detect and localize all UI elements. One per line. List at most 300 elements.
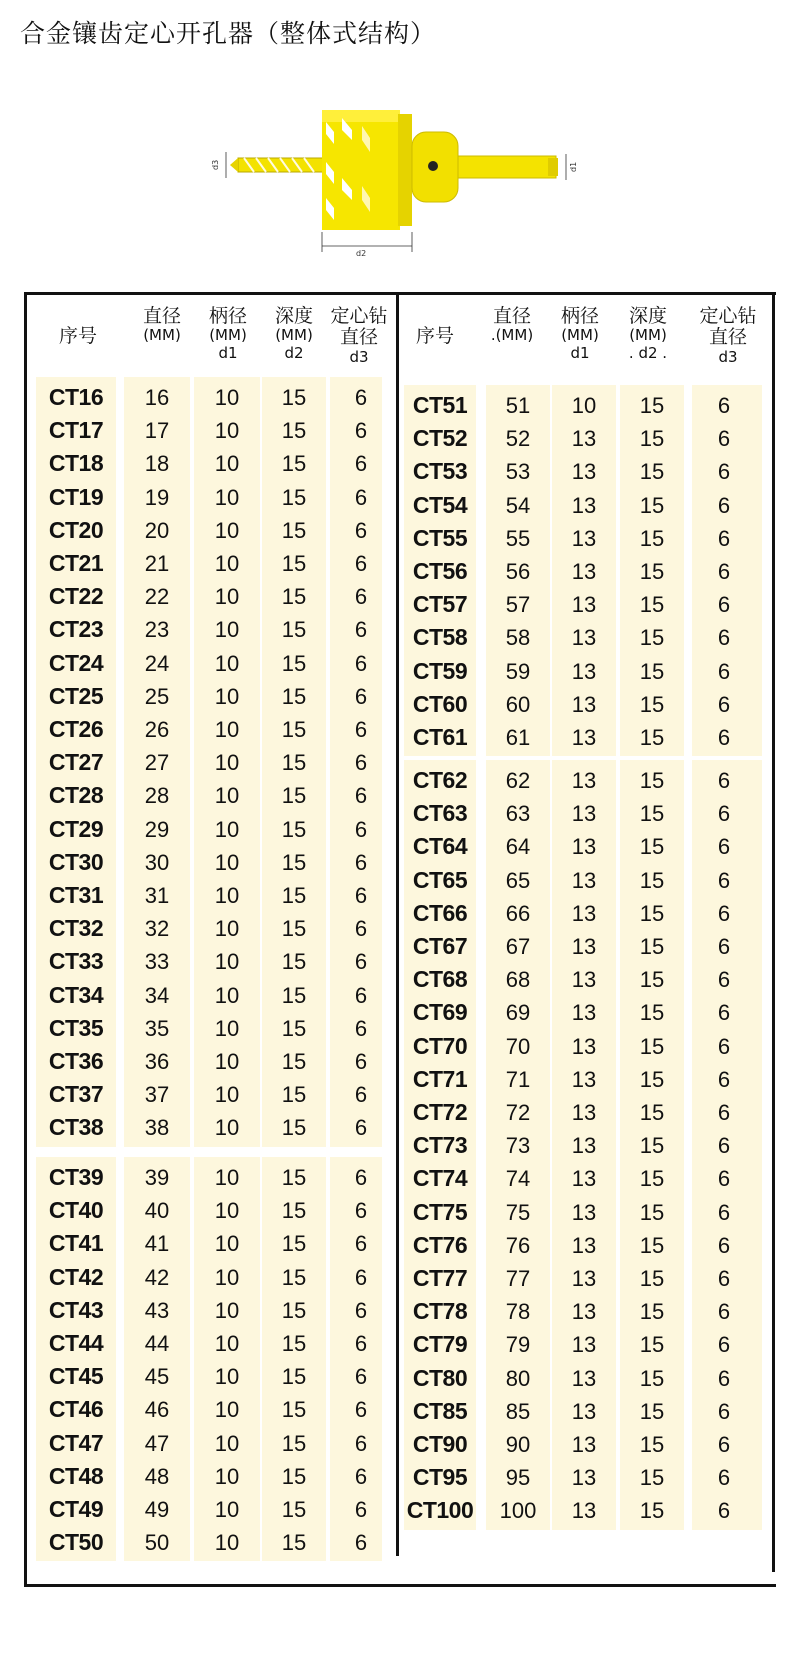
left-cell-value: 15: [281, 1530, 307, 1556]
right-cell-value: 15: [639, 1100, 665, 1125]
right-cell-value: 13: [571, 1498, 597, 1524]
left-cell-value: 10: [214, 650, 240, 676]
left-cell-code: CT37: [48, 1081, 104, 1108]
left-cell-value: 6: [354, 1082, 368, 1108]
right-cell-value: 13: [571, 1365, 597, 1391]
left-cell-code: CT33: [48, 948, 104, 975]
left-cell-value: 6: [354, 1198, 368, 1224]
right-cell-value: 6: [717, 1398, 731, 1424]
left-cell-value: 10: [214, 1331, 240, 1356]
right-cell-value: 56: [505, 559, 531, 584]
right-cell-value: 6: [717, 967, 731, 993]
right-cell-code: CT57: [412, 591, 468, 618]
left-cell-value: 10: [214, 385, 240, 410]
left-cell-value: 6: [354, 982, 368, 1008]
right-cell-code: CT56: [412, 558, 468, 584]
left-cell-value: 6: [354, 1165, 368, 1190]
left-header-diameter-label: 直径: [142, 305, 181, 327]
right-cell-value: 15: [639, 559, 665, 584]
left-cell-value: 37: [144, 1082, 170, 1108]
right-cell-value: 60: [505, 691, 531, 717]
right-cell-value: 62: [505, 768, 531, 793]
left-cell-value: 20: [144, 517, 170, 543]
left-cell-code: CT21: [48, 550, 104, 576]
left-cell-code: CT31: [48, 882, 104, 908]
left-cell-value: 32: [144, 916, 170, 942]
right-cell-value: 15: [639, 691, 665, 717]
right-cell-value: 15: [639, 900, 665, 926]
left-cell-value: 10: [214, 1264, 240, 1290]
right-cell-code: CT69: [412, 999, 468, 1026]
left-cell-value: 35: [144, 1015, 170, 1041]
left-cell-code: CT40: [48, 1197, 104, 1224]
right-cell-value: 6: [717, 1000, 731, 1026]
left-cell-value: 6: [354, 816, 368, 842]
right-cell-value: 72: [505, 1100, 531, 1125]
right-cell-value: 74: [505, 1166, 531, 1192]
right-header-center: [690, 306, 766, 366]
left-cell-value: 10: [214, 783, 240, 809]
left-header-shank: [196, 306, 260, 362]
right-cell-value: 15: [639, 1266, 665, 1291]
left-cell-value: 15: [281, 1198, 307, 1224]
right-cell-value: 63: [505, 801, 531, 827]
left-cell-code: CT18: [48, 450, 104, 477]
left-cell-value: 10: [214, 1198, 240, 1224]
right-cell-value: 6: [717, 1066, 731, 1092]
right-cell-value: 51: [505, 393, 531, 418]
right-cell-value: 13: [571, 658, 597, 684]
right-cell-value: 15: [639, 1465, 665, 1491]
right-cell-value: 15: [639, 834, 665, 860]
left-cell-value: 6: [354, 650, 368, 676]
left-cell-value: 6: [354, 1264, 368, 1290]
right-cell-value: 6: [717, 658, 731, 684]
left-cell-code: CT47: [48, 1429, 104, 1456]
left-cell-code: CT42: [48, 1263, 104, 1290]
right-cell-value: 15: [639, 1000, 665, 1026]
left-cell-value: 15: [281, 1297, 307, 1323]
left-cell-value: 15: [281, 650, 307, 676]
right-cell-value: 15: [639, 426, 665, 452]
left-cell-value: 50: [144, 1530, 170, 1556]
right-cell-value: 10: [571, 393, 597, 418]
page-title: 合金镶齿定心开孔器（整体式结构）: [20, 19, 437, 48]
left-cell-value: 15: [281, 418, 307, 444]
right-cell-value: 6: [717, 1133, 731, 1159]
left-cell-value: 15: [281, 584, 307, 610]
right-cell-value: 90: [505, 1432, 531, 1457]
left-cell-value: 15: [281, 1264, 307, 1290]
right-header-center-symbol: d3: [718, 348, 738, 366]
right-cell-code: CT54: [412, 491, 468, 518]
right-cell-value: 6: [717, 867, 731, 893]
right-cell-value: 13: [571, 559, 597, 584]
left-cell-value: 10: [214, 949, 240, 975]
right-cell-value: 54: [505, 492, 531, 518]
right-cell-value: 58: [505, 625, 531, 651]
left-cell-value: 10: [214, 717, 240, 742]
left-cell-value: 6: [354, 584, 368, 610]
right-cell-value: 13: [571, 1232, 597, 1258]
right-cell-value: 13: [571, 1332, 597, 1358]
right-cell-value: 6: [717, 525, 731, 551]
right-cell-value: 6: [717, 1299, 731, 1325]
right-cell-value: 65: [505, 867, 531, 893]
right-cell-code: CT65: [412, 866, 468, 893]
right-cell-value: 15: [639, 658, 665, 684]
right-cell-code: CT76: [412, 1231, 468, 1258]
right-cell-value: 52: [505, 426, 531, 452]
right-cell-value: 15: [639, 1166, 665, 1192]
right-cell-value: 15: [639, 1232, 665, 1258]
left-cell-value: 6: [354, 1231, 368, 1257]
right-cell-value: 13: [571, 625, 597, 651]
left-cell-value: 10: [214, 1364, 240, 1390]
left-cell-value: 49: [144, 1497, 170, 1522]
right-cell-value: 6: [717, 900, 731, 926]
left-cell-value: 19: [144, 484, 170, 510]
right-cell-code: CT95: [412, 1464, 468, 1491]
left-cell-value: 38: [144, 1115, 170, 1141]
right-cell-value: 66: [505, 900, 531, 926]
left-cell-value: 15: [281, 750, 307, 776]
left-cell-value: 6: [354, 1463, 368, 1489]
right-cell-value: 6: [717, 1266, 731, 1291]
left-cell-code: CT45: [48, 1363, 104, 1390]
right-cell-value: 6: [717, 492, 731, 518]
right-cell-value: 59: [505, 658, 531, 684]
left-cell-value: 16: [144, 385, 170, 410]
left-cell-value: 6: [354, 1497, 368, 1522]
right-cell-code: CT72: [412, 1099, 468, 1125]
left-cell-value: 44: [144, 1331, 170, 1356]
left-cell-value: 15: [281, 717, 307, 742]
left-cell-value: 48: [144, 1463, 170, 1489]
right-cell-code: CT75: [412, 1198, 468, 1225]
right-cell-code: CT73: [412, 1132, 468, 1159]
right-cell-code: CT64: [412, 833, 468, 860]
left-cell-value: 10: [214, 1463, 240, 1489]
left-cell-code: CT23: [48, 616, 104, 643]
left-cell-value: 15: [281, 1497, 307, 1522]
right-cell-code: CT51: [412, 392, 468, 418]
left-cell-value: 10: [214, 1015, 240, 1041]
left-header-diameter-unit: (MM): [143, 326, 181, 344]
right-cell-value: 15: [639, 492, 665, 518]
left-cell-value: 15: [281, 1115, 307, 1141]
left-cell-value: 22: [144, 584, 170, 610]
left-cell-value: 6: [354, 484, 368, 510]
left-cell-value: 10: [214, 1049, 240, 1074]
right-cell-value: 78: [505, 1299, 531, 1325]
left-cell-value: 25: [144, 683, 170, 709]
right-cell-value: 6: [717, 1199, 731, 1225]
left-cell-code: CT35: [48, 1014, 104, 1041]
left-cell-code: CT26: [48, 716, 104, 742]
right-header-depth: [614, 306, 682, 362]
left-cell-value: 6: [354, 1331, 368, 1356]
right-cell-value: 6: [717, 725, 731, 750]
left-cell-value: 10: [214, 451, 240, 477]
table-center-divider: [396, 292, 399, 1556]
right-cell-value: 13: [571, 725, 597, 750]
left-cell-value: 6: [354, 750, 368, 776]
left-cell-value: 40: [144, 1198, 170, 1224]
right-cell-value: 13: [571, 1199, 597, 1225]
left-cell-value: 15: [281, 385, 307, 410]
right-header-shank: [546, 306, 614, 362]
left-cell-value: 6: [354, 949, 368, 975]
right-header-depth-unit: (MM): [629, 326, 667, 344]
left-cell-value: 10: [214, 683, 240, 709]
left-cell-value: 10: [214, 1115, 240, 1141]
left-cell-value: 6: [354, 1049, 368, 1074]
right-cell-value: 6: [717, 1498, 731, 1524]
left-cell-value: 36: [144, 1049, 170, 1074]
left-header-shank-symbol: d1: [218, 344, 238, 362]
left-cell-value: 10: [214, 418, 240, 444]
left-cell-value: 15: [281, 783, 307, 809]
left-cell-code: CT50: [48, 1529, 104, 1556]
left-cell-value: 15: [281, 949, 307, 975]
right-cell-code: CT59: [412, 657, 468, 684]
right-cell-value: 61: [505, 725, 531, 750]
right-header-diameter-label: 直径: [492, 305, 531, 327]
right-cell-value: 6: [717, 625, 731, 651]
right-cell-value: 79: [505, 1332, 531, 1358]
left-cell-code: CT39: [48, 1164, 104, 1190]
left-cell-value: 34: [144, 982, 170, 1008]
left-cell-value: 31: [144, 883, 170, 908]
left-cell-code: CT43: [48, 1296, 104, 1323]
left-header-center-symbol: d3: [349, 348, 369, 366]
left-cell-value: 6: [354, 1430, 368, 1456]
right-cell-value: 6: [717, 459, 731, 485]
left-header-diameter: [130, 306, 194, 344]
left-cell-value: 15: [281, 1165, 307, 1190]
left-cell-value: 10: [214, 750, 240, 776]
left-cell-value: 18: [144, 451, 170, 477]
left-cell-value: 15: [281, 816, 307, 842]
left-cell-value: 10: [214, 883, 240, 908]
left-cell-value: 6: [354, 385, 368, 410]
right-cell-code: CT71: [412, 1065, 468, 1092]
left-cell-value: 15: [281, 1364, 307, 1390]
left-cell-code: CT32: [48, 915, 104, 942]
left-cell-code: CT24: [48, 649, 104, 676]
left-header-center-label2: 直径: [339, 326, 378, 348]
right-header-code: 序号: [415, 325, 454, 347]
left-cell-value: 15: [281, 451, 307, 477]
right-cell-value: 6: [717, 1365, 731, 1391]
left-header-depth-label: 深度: [274, 305, 313, 327]
left-header-code: 序号: [58, 325, 97, 347]
right-cell-value: 13: [571, 1000, 597, 1026]
right-cell-value: 13: [571, 834, 597, 860]
left-header-shank-unit: (MM): [209, 326, 247, 344]
left-cell-value: 15: [281, 551, 307, 576]
left-cell-value: 10: [214, 1497, 240, 1522]
right-cell-code: CT61: [412, 724, 468, 750]
left-cell-value: 10: [214, 982, 240, 1008]
right-cell-value: 15: [639, 1299, 665, 1325]
left-cell-value: 10: [214, 1165, 240, 1190]
right-cell-value: 13: [571, 525, 597, 551]
left-cell-code: CT19: [48, 483, 104, 510]
right-cell-value: 6: [717, 834, 731, 860]
left-cell-code: CT29: [48, 815, 104, 842]
left-cell-code: CT34: [48, 981, 104, 1008]
right-cell-value: 13: [571, 867, 597, 893]
left-cell-value: 15: [281, 517, 307, 543]
table-bottom-border: [24, 1584, 776, 1587]
right-cell-value: 13: [571, 1465, 597, 1491]
left-cell-value: 15: [281, 1397, 307, 1423]
right-cell-value: 75: [505, 1199, 531, 1225]
right-cell-value: 15: [639, 1432, 665, 1457]
svg-text:d3: d3: [211, 159, 220, 170]
right-cell-code: CT85: [412, 1397, 468, 1424]
left-cell-value: 15: [281, 1430, 307, 1456]
right-cell-value: 95: [505, 1465, 531, 1491]
left-cell-value: 28: [144, 783, 170, 809]
left-cell-code: CT36: [48, 1048, 104, 1074]
left-cell-value: 27: [144, 750, 170, 776]
right-cell-value: 80: [505, 1365, 531, 1391]
right-cell-code: CT67: [412, 933, 468, 959]
right-cell-code: CT90: [412, 1431, 468, 1457]
right-cell-value: 6: [717, 1033, 731, 1059]
table-left-border: [24, 292, 27, 1587]
right-cell-value: 13: [571, 1299, 597, 1325]
left-cell-value: 10: [214, 484, 240, 510]
right-cell-value: 6: [717, 1166, 731, 1192]
left-header-shank-label: 柄径: [208, 305, 247, 327]
right-cell-value: 13: [571, 1100, 597, 1125]
right-cell-value: 15: [639, 1332, 665, 1358]
right-cell-value: 6: [717, 1100, 731, 1125]
left-header-depth-unit: (MM): [275, 326, 313, 344]
left-cell-code: CT28: [48, 782, 104, 809]
left-cell-value: 6: [354, 617, 368, 643]
right-cell-value: 13: [571, 967, 597, 993]
right-cell-value: 6: [717, 1465, 731, 1491]
right-cell-value: 15: [639, 967, 665, 993]
left-cell-value: 24: [144, 650, 170, 676]
left-cell-value: 6: [354, 916, 368, 942]
left-cell-value: 45: [144, 1364, 170, 1390]
left-cell-value: 6: [354, 418, 368, 444]
right-cell-value: 13: [571, 1398, 597, 1424]
right-cell-value: 15: [639, 1199, 665, 1225]
left-cell-value: 6: [354, 1015, 368, 1041]
left-cell-value: 15: [281, 1463, 307, 1489]
right-header-shank-symbol: d1: [570, 344, 590, 362]
right-cell-value: 13: [571, 801, 597, 827]
right-cell-value: 53: [505, 459, 531, 485]
left-cell-value: 10: [214, 617, 240, 643]
right-cell-value: 13: [571, 459, 597, 485]
left-cell-value: 15: [281, 982, 307, 1008]
right-cell-value: 6: [717, 1232, 731, 1258]
left-cell-value: 6: [354, 783, 368, 809]
right-cell-value: 13: [571, 1033, 597, 1059]
right-cell-code: CT63: [412, 800, 468, 827]
right-cell-code: CT78: [412, 1298, 468, 1325]
left-cell-value: 15: [281, 683, 307, 709]
right-cell-value: 69: [505, 1000, 531, 1026]
right-cell-code: CT62: [412, 767, 468, 793]
left-cell-value: 6: [354, 717, 368, 742]
right-cell-value: 13: [571, 1166, 597, 1192]
left-cell-value: 15: [281, 484, 307, 510]
left-cell-value: 15: [281, 617, 307, 643]
left-cell-value: 10: [214, 916, 240, 942]
right-cell-value: 13: [571, 1133, 597, 1159]
right-cell-value: 15: [639, 625, 665, 651]
right-header-shank-label: 柄径: [560, 305, 599, 327]
left-cell-code: CT46: [48, 1396, 104, 1423]
left-cell-value: 15: [281, 1082, 307, 1108]
left-cell-value: 6: [354, 1364, 368, 1390]
left-cell-value: 39: [144, 1165, 170, 1190]
right-cell-code: CT52: [412, 425, 468, 452]
left-cell-code: CT20: [48, 516, 104, 543]
right-cell-code: CT80: [412, 1364, 468, 1391]
right-cell-value: 77: [505, 1266, 531, 1291]
left-cell-value: 10: [214, 849, 240, 875]
right-cell-value: 6: [717, 426, 731, 452]
right-cell-code: CT66: [412, 899, 468, 926]
left-cell-code: CT44: [48, 1330, 104, 1356]
left-cell-value: 6: [354, 683, 368, 709]
left-cell-value: 10: [214, 584, 240, 610]
left-cell-value: 15: [281, 1231, 307, 1257]
right-cell-value: 85: [505, 1398, 531, 1424]
left-cell-value: 15: [281, 883, 307, 908]
right-cell-code: CT68: [412, 966, 468, 993]
svg-text:d2: d2: [356, 249, 367, 258]
left-header-depth: [262, 306, 326, 362]
left-cell-value: 21: [144, 551, 170, 576]
right-cell-code: CT70: [412, 1032, 468, 1059]
right-cell-value: 6: [717, 559, 731, 584]
left-cell-value: 10: [214, 1231, 240, 1257]
right-cell-value: 15: [639, 768, 665, 793]
right-cell-value: 15: [639, 934, 665, 959]
left-cell-code: CT48: [48, 1462, 104, 1489]
left-cell-value: 29: [144, 816, 170, 842]
right-header-center-label: 定心钻: [699, 305, 757, 327]
left-cell-value: 46: [144, 1397, 170, 1423]
right-cell-value: 55: [505, 525, 531, 551]
right-cell-value: 6: [717, 1432, 731, 1457]
right-cell-code: CT58: [412, 624, 468, 651]
left-cell-code: CT17: [48, 417, 104, 444]
table-top-border: [24, 292, 776, 295]
right-cell-value: 6: [717, 393, 731, 418]
left-cell-value: 17: [144, 418, 170, 444]
right-header-shank-unit: (MM): [561, 326, 599, 344]
right-cell-value: 6: [717, 691, 731, 717]
right-cell-value: 15: [639, 1365, 665, 1391]
right-header-depth-label: 深度: [628, 305, 667, 327]
right-cell-value: 15: [639, 525, 665, 551]
left-cell-value: 6: [354, 517, 368, 543]
right-cell-value: 13: [571, 768, 597, 793]
right-cell-code: CT74: [412, 1165, 468, 1192]
